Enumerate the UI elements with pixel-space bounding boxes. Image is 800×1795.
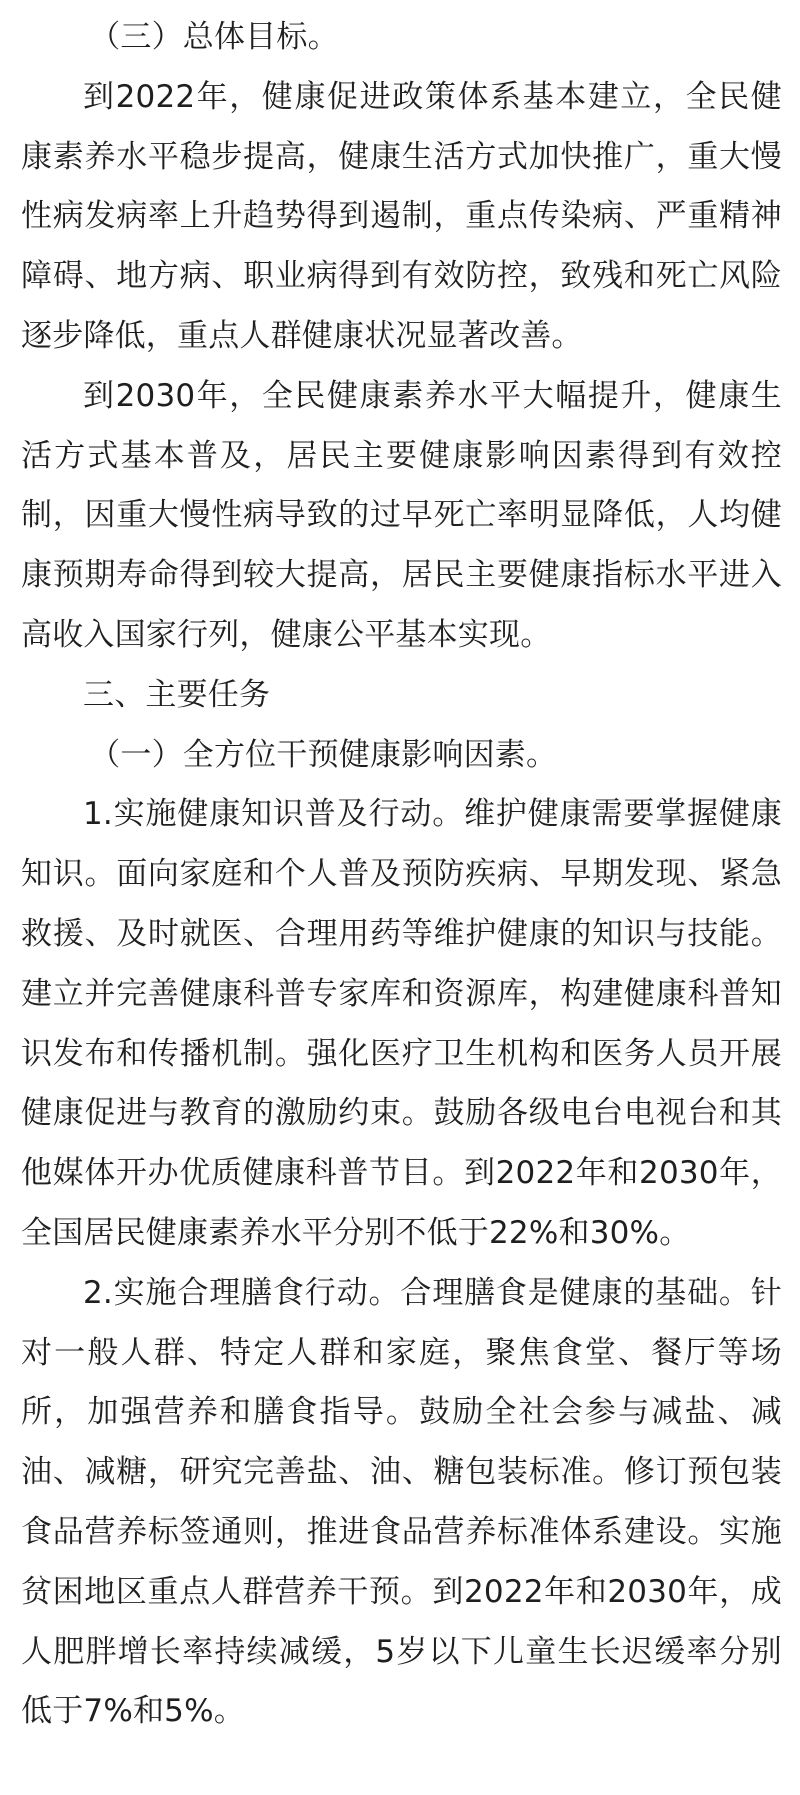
paragraph-goal-2022: 到2022年，健康促进政策体系基本建立，全民健康素养水平稳步提高，健康生活方式加快推广，重大慢性病发病率上升趋势得到遏制，重点传染病、严重精神障碍、地方病、职业病得到有效防控，致残和死亡风险逐步降低，重点人群健康状况显著改善。	[21, 78, 782, 354]
section-heading-health-factors: （一）全方位干预健康影响因素。	[89, 736, 558, 773]
paragraph-knowledge-action: 1.实施健康知识普及行动。维护健康需要掌握健康知识。面向家庭和个人普及预防疾病、早期发现、紧急救援、及时就医、合理用药等维护健康的知识与技能。建立并完善健康科普专家库和资源库，构建健康科普知识发布和传播机制。强化医疗卫生机构和医务人员开展健康促进与教育的激励约束。鼓励各级电台电视台和其他媒体开办优质健康科普节目。到2022年和2030年，全国居民健康素养水平分别不低于22%和30%。	[21, 796, 782, 1251]
paragraph-diet-action: 2.实施合理膳食行动。合理膳食是健康的基础。针对一般人群、特定人群和家庭，聚焦食堂、餐厅等场所，加强营养和膳食指导。鼓励全社会参与减盐、减油、减糖，研究完善盐、油、糖包装标准。修订预包装食品营养标签通则，推进食品营养标准体系建设。实施贫困地区重点人群营养干预。到2022年和2030年，成人肥胖增长率持续减缓，5岁以下儿童生长迟缓率分别低于7%和5%。	[21, 1274, 782, 1730]
section-heading-overall-goals: （三）总体目标。	[89, 19, 339, 55]
section-heading-main-tasks: 三、主要任务	[83, 676, 271, 713]
paragraph-goal-2030: 到2030年，全民健康素养水平大幅提升，健康生活方式基本普及，居民主要健康影响因素得到有效控制，因重大慢性病导致的过早死亡率明显降低，人均健康预期寿命得到较大提高，居民主要健康指标水平进入高收入国家行列，健康公平基本实现。	[21, 377, 782, 653]
